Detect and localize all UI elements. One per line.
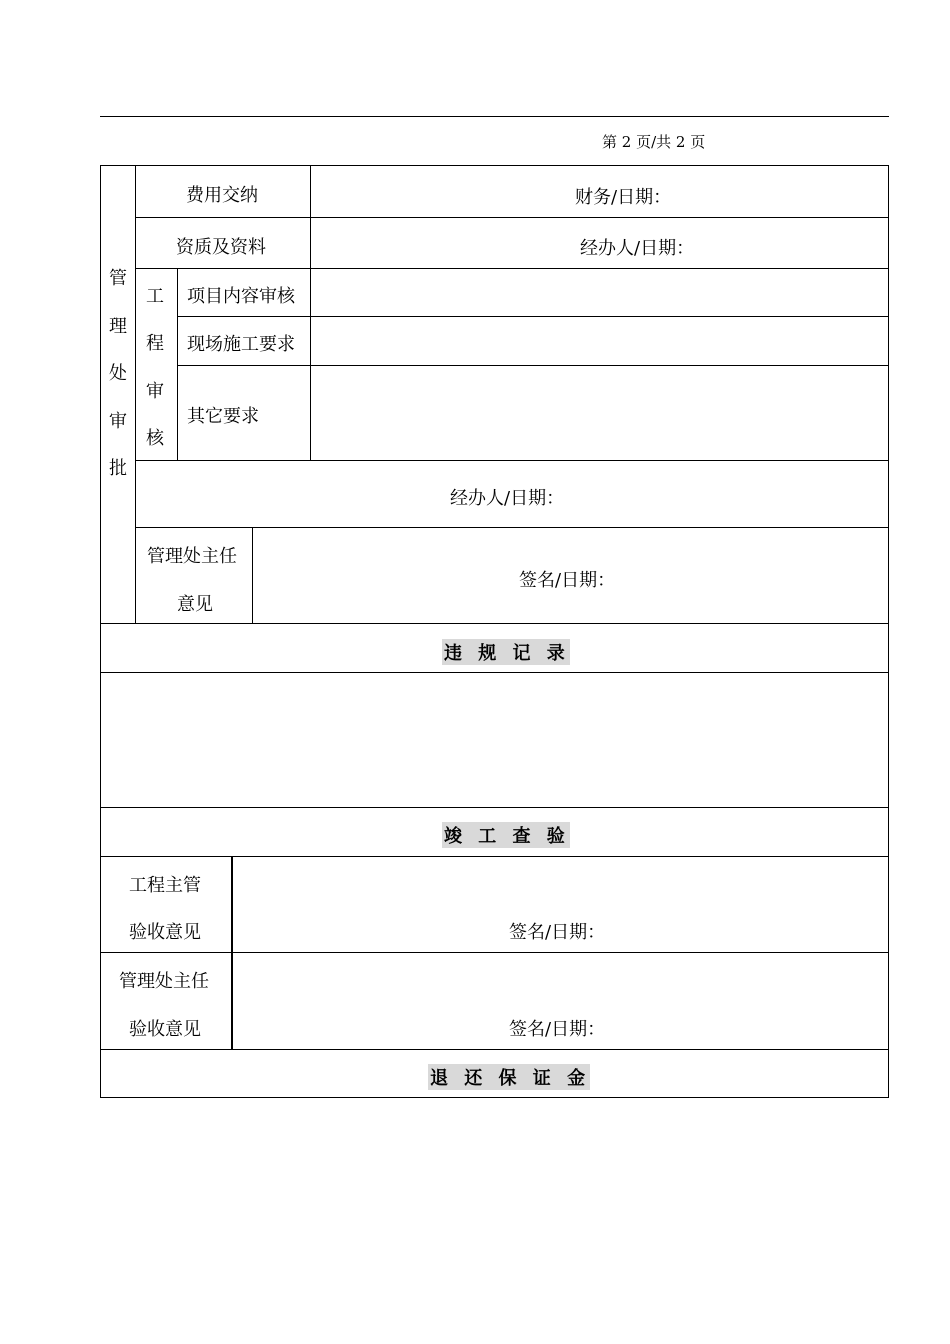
table-border-left xyxy=(100,165,101,1097)
deposit-refund-title: 退 还 保 证 金 xyxy=(428,1064,590,1090)
row-line xyxy=(177,316,888,317)
completion-inspection-title: 竣 工 查 验 xyxy=(442,822,570,848)
completion-divider xyxy=(231,856,233,1049)
completion-director-sign-label: 签名/日期： xyxy=(509,1019,606,1040)
qualification-label: 资质及资料 xyxy=(176,237,266,258)
row-line xyxy=(100,623,889,624)
page-number: 第 2 页/共 2 页 xyxy=(602,133,706,151)
row-line xyxy=(177,365,888,366)
row-line xyxy=(100,807,889,808)
eng-manager-label: 工程主管 xyxy=(129,875,201,896)
row-line xyxy=(100,1049,889,1050)
row-line xyxy=(100,856,889,857)
row-line xyxy=(100,952,889,953)
other-requirement-label: 其它要求 xyxy=(187,406,259,427)
row-line xyxy=(100,672,889,673)
table-border-right xyxy=(888,165,889,1097)
fee-sign-label: 财务/日期： xyxy=(575,187,672,208)
item-content-label: 项目内容审核 xyxy=(187,286,295,307)
row-line xyxy=(135,217,888,218)
director-divider xyxy=(252,527,253,624)
engineering-review-label: 工 程 审 核 xyxy=(146,286,164,449)
director-opinion-label-2: 意见 xyxy=(177,594,213,615)
approval-divider xyxy=(135,165,136,624)
table-border-bottom xyxy=(100,1097,889,1098)
eng-manager-sign-label: 签名/日期： xyxy=(509,922,606,943)
engineering-sign-label: 经办人/日期： xyxy=(450,488,565,509)
fee-label: 费用交纳 xyxy=(186,185,258,206)
row-line xyxy=(135,460,888,461)
row-line xyxy=(135,268,888,269)
table-border-top xyxy=(100,165,889,166)
qualification-sign-label: 经办人/日期： xyxy=(580,238,695,259)
completion-director-label-2: 验收意见 xyxy=(129,1019,201,1040)
header-rule xyxy=(100,116,889,117)
site-requirement-label: 现场施工要求 xyxy=(187,334,295,355)
completion-director-label: 管理处主任 xyxy=(119,971,209,992)
director-sign-label: 签名/日期： xyxy=(519,570,616,591)
violation-record-title: 违 规 记 录 xyxy=(442,639,570,665)
row-line xyxy=(135,527,888,528)
label-value-divider xyxy=(310,165,311,461)
eng-manager-label-2: 验收意见 xyxy=(129,922,201,943)
approval-section-label: 管 理 处 审 批 xyxy=(109,268,127,479)
director-opinion-label: 管理处主任 xyxy=(147,546,237,567)
